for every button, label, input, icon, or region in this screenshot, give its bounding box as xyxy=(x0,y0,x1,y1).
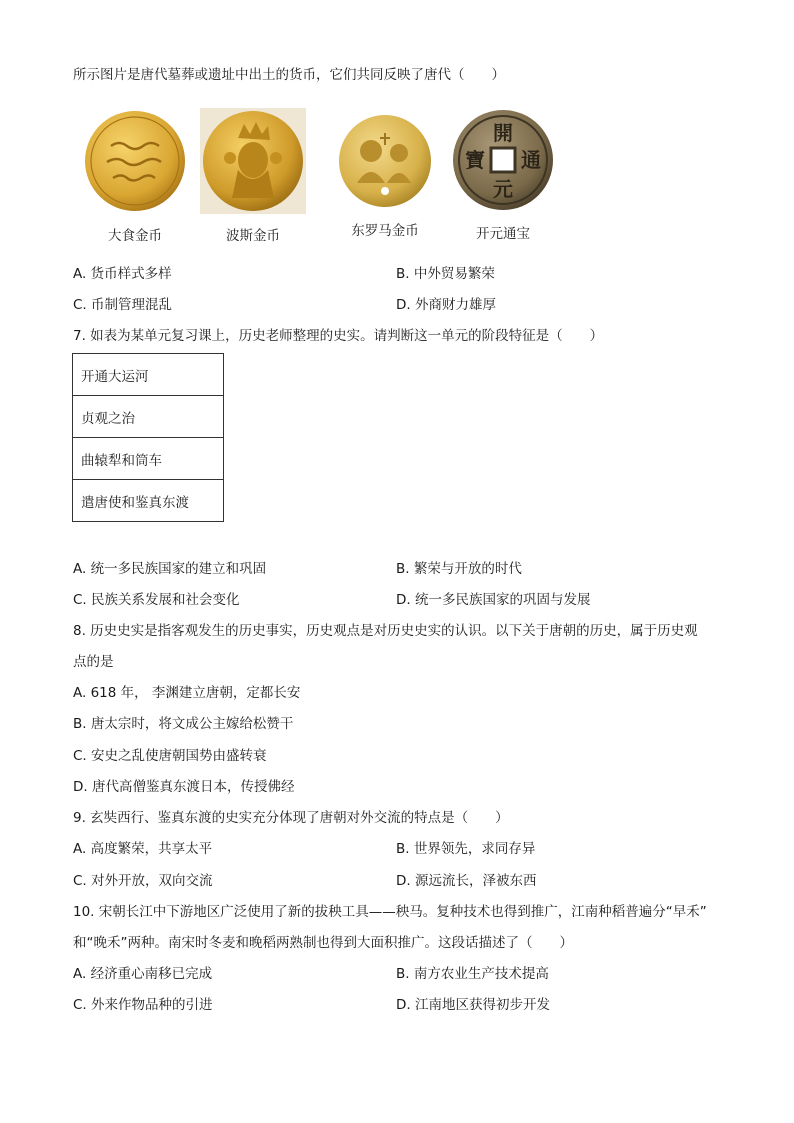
question-8-stem-line2: 点的是 xyxy=(73,654,114,670)
q7-option-a[interactable]: A. 统一多民族国家的建立和巩固 xyxy=(73,561,267,577)
q8-option-a[interactable]: A. 618 年， 李渊建立唐朝，定都长安 xyxy=(73,685,301,701)
q6-option-c[interactable]: C. 币制管理混乱 xyxy=(73,297,173,313)
coin-glyph-top: 開 xyxy=(493,121,513,145)
coin-glyph-left: 寶 xyxy=(465,148,485,172)
q9-option-b[interactable]: B. 世界领先，求同存异 xyxy=(396,841,536,857)
question-10-stem-line2: 和“晚禾”两种。南宋时冬麦和晚稻两熟制也得到大面积推广。这段话描述了（ ） xyxy=(73,935,573,951)
history-facts-table xyxy=(72,353,224,522)
q6-option-d[interactable]: D. 外商财力雄厚 xyxy=(396,297,496,313)
q6-option-b[interactable]: B. 中外贸易繁荣 xyxy=(396,266,495,282)
q8-option-d[interactable]: D. 唐代高僧鉴真东渡日本，传授佛经 xyxy=(73,779,295,795)
q9-option-a[interactable]: A. 高度繁荣，共享太平 xyxy=(73,841,213,857)
persian-gold-coin-icon xyxy=(200,108,306,214)
q7-option-c[interactable]: C. 民族关系发展和社会变化 xyxy=(73,592,240,608)
table-cell: 开通大运河 xyxy=(73,354,224,396)
coin-images xyxy=(80,108,560,248)
q6-option-a[interactable]: A. 货币样式多样 xyxy=(73,266,172,282)
coin-label: 大食金币 xyxy=(108,228,162,244)
question-8-stem-line1: 8. 历史史实是指客观发生的历史事实，历史观点是对历史史实的认识。以下关于唐朝的历史，属于历史观 xyxy=(73,623,698,639)
q7-option-d[interactable]: D. 统一多民族国家的巩固与发展 xyxy=(396,592,591,608)
question-9-stem: 9. 玄奘西行、鉴真东渡的史实充分体现了唐朝对外交流的特点是（ ） xyxy=(73,810,509,826)
q9-option-d[interactable]: D. 源远流长，泽被东西 xyxy=(396,873,537,889)
q9-option-c[interactable]: C. 对外开放，双向交流 xyxy=(73,873,213,889)
q10-option-d[interactable]: D. 江南地区获得初步开发 xyxy=(396,997,550,1013)
coin-glyph-bottom: 元 xyxy=(493,177,513,201)
coin-dashi xyxy=(80,108,190,244)
coin-byzantine xyxy=(330,108,440,239)
dashi-gold-coin-icon xyxy=(83,108,187,214)
question-10-stem-line1: 10. 宋朝长江中下游地区广泛使用了新的拔秧工具——秧马。复种技术也得到推广，江南种稻普遍分“早禾” xyxy=(73,904,707,920)
q8-option-b[interactable]: B. 唐太宗时，将文成公主嫁给松赞干 xyxy=(73,716,294,732)
coin-kaiyuan xyxy=(448,108,558,242)
q10-option-c[interactable]: C. 外来作物品种的引进 xyxy=(73,997,213,1013)
table-cell: 贞观之治 xyxy=(73,396,224,438)
coin-label: 东罗马金币 xyxy=(351,223,419,239)
kaiyuan-tongbao-coin-icon xyxy=(451,108,555,212)
q10-option-b[interactable]: B. 南方农业生产技术提高 xyxy=(396,966,549,982)
coin-glyph-right: 通 xyxy=(521,148,541,172)
q7-option-b[interactable]: B. 繁荣与开放的时代 xyxy=(396,561,522,577)
q8-option-c[interactable]: C. 安史之乱使唐朝国势由盛转衰 xyxy=(73,748,267,764)
table-cell: 遣唐使和鉴真东渡 xyxy=(73,480,224,522)
question-6-stem: 所示图片是唐代墓葬或遗址中出土的货币，它们共同反映了唐代（ ） xyxy=(73,67,505,83)
coin-label: 波斯金币 xyxy=(226,228,280,244)
coin-persian xyxy=(198,108,308,244)
coin-label: 开元通宝 xyxy=(476,226,530,242)
byzantine-gold-coin-icon xyxy=(337,113,433,209)
q10-option-a[interactable]: A. 经济重心南移已完成 xyxy=(73,966,213,982)
table-cell: 曲辕犁和筒车 xyxy=(73,438,224,480)
question-7-stem: 7. 如表为某单元复习课上，历史老师整理的史实。请判断这一单元的阶段特征是（ ） xyxy=(73,328,604,344)
